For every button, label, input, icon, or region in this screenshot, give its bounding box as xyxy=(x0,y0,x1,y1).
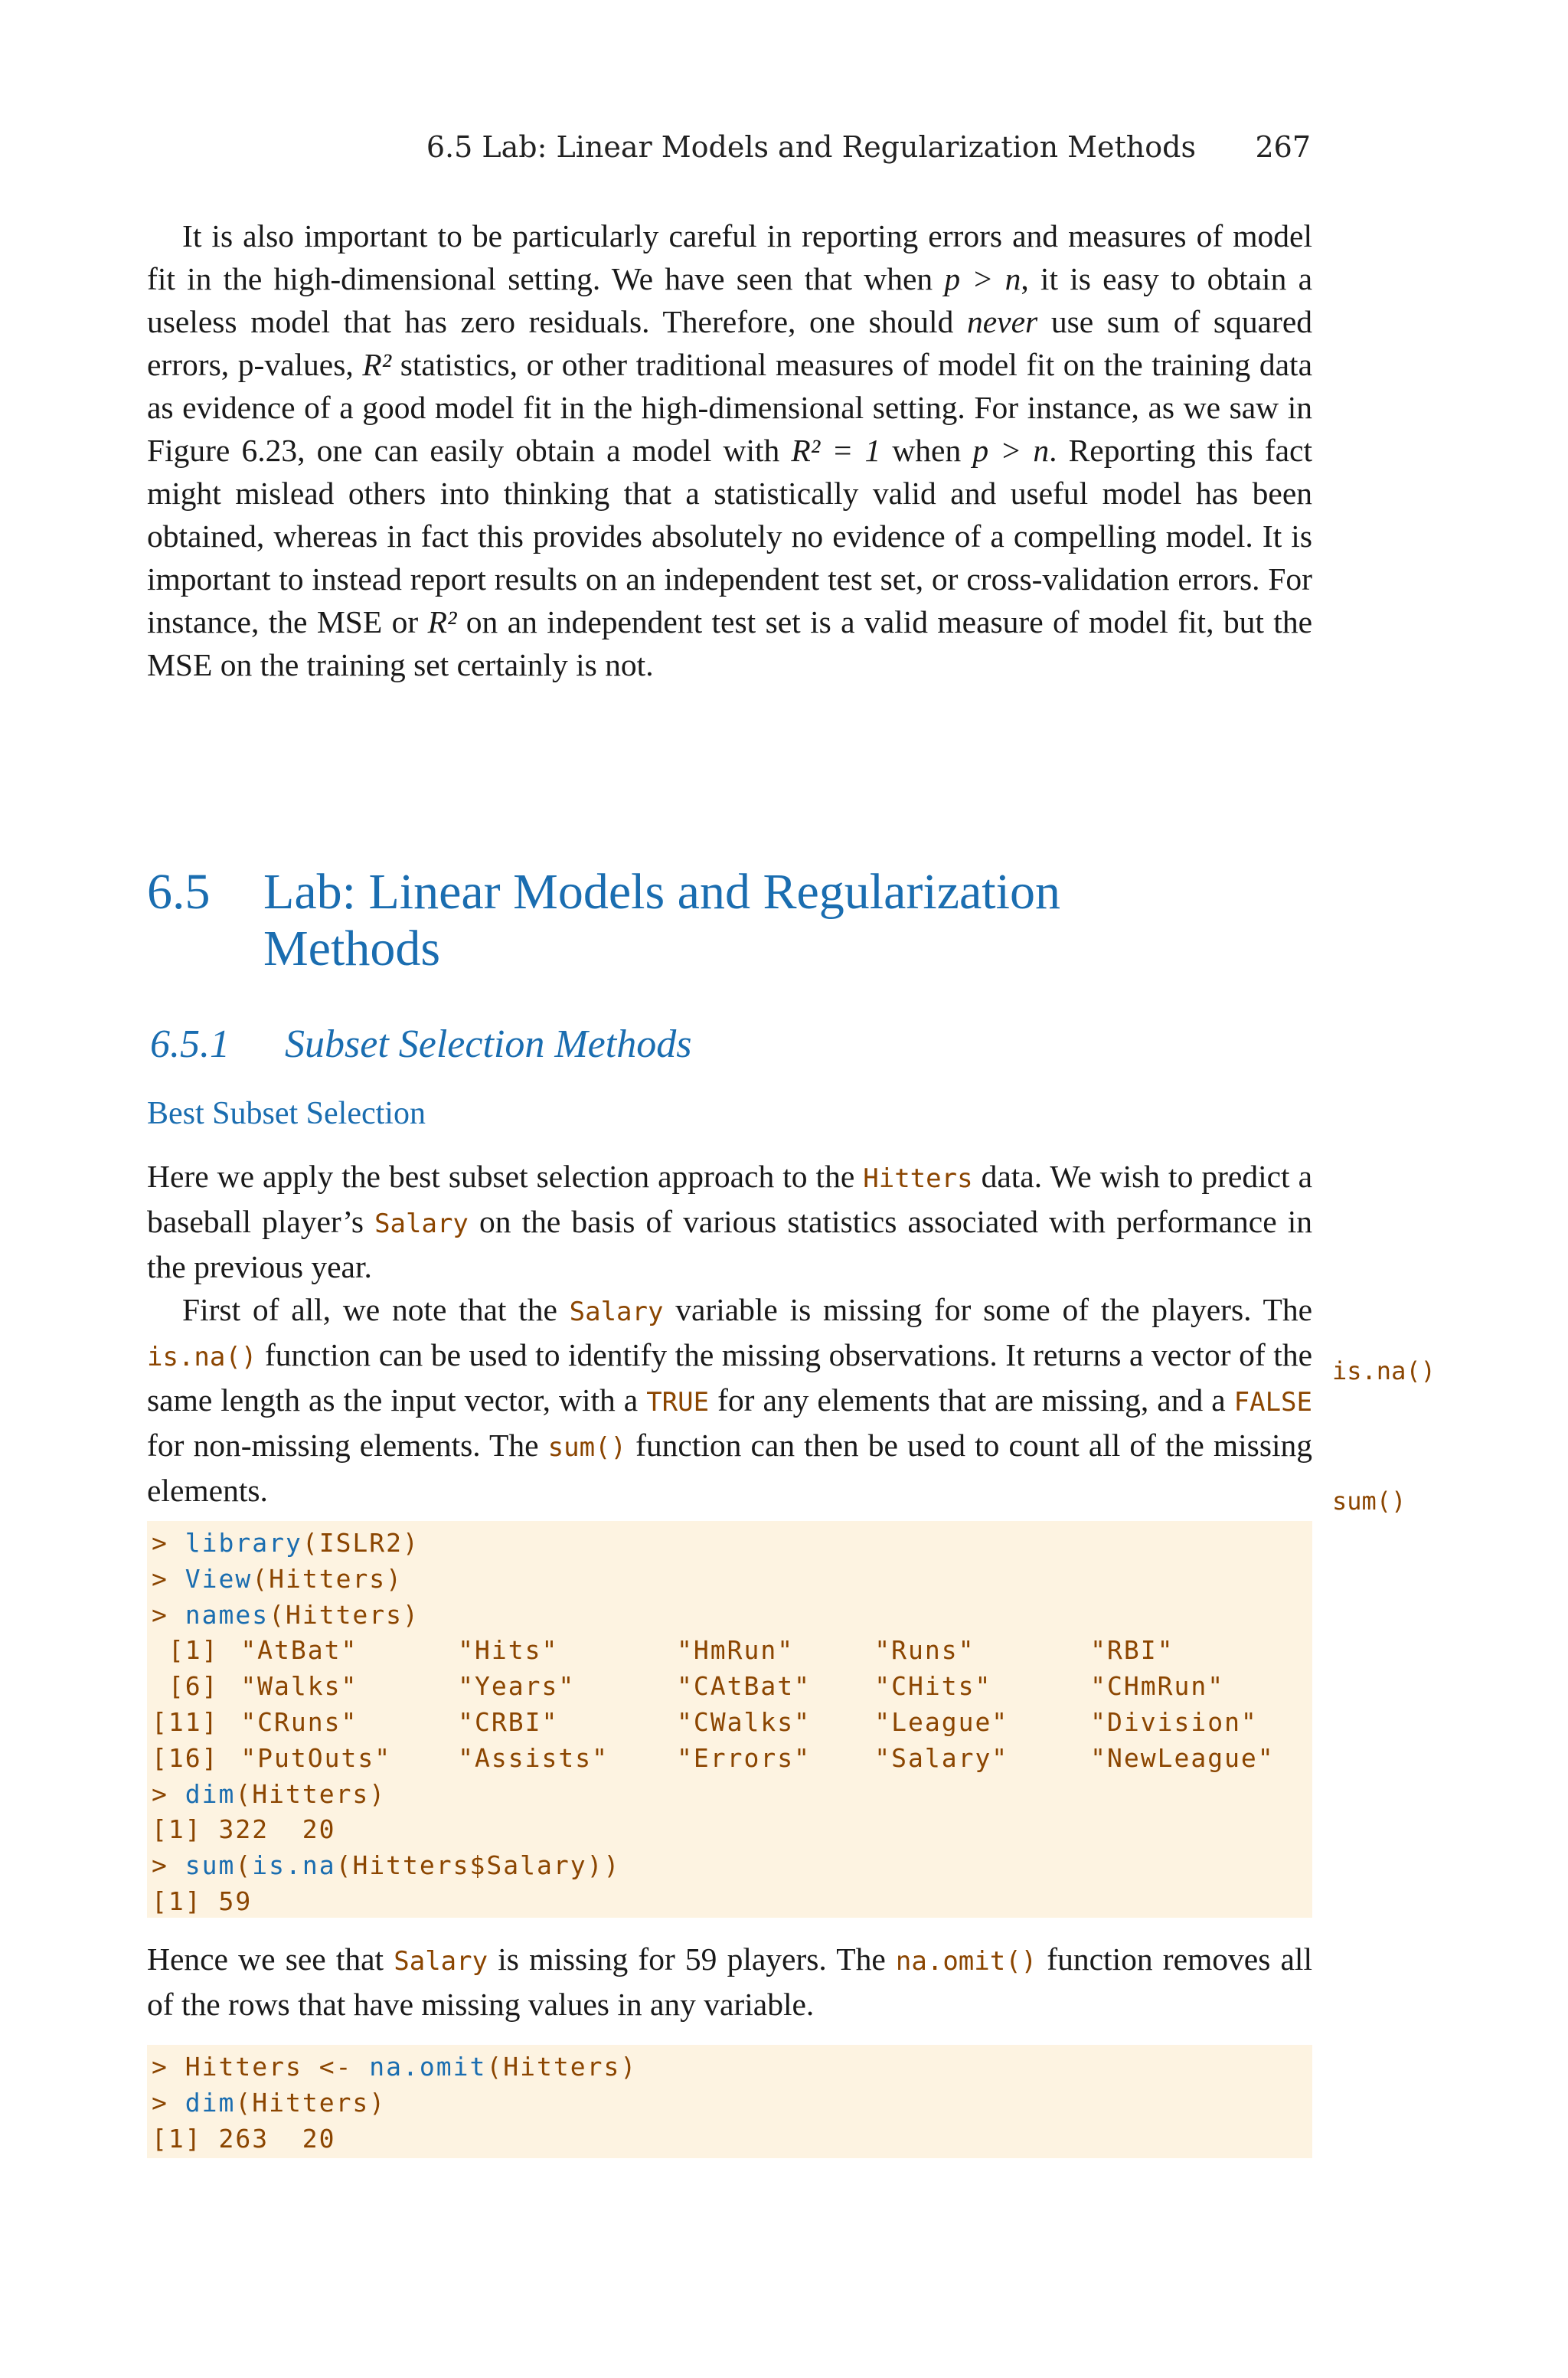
output-cell: "PutOuts" xyxy=(240,1742,392,1773)
function-name: is.na xyxy=(252,1850,336,1881)
code-args: (Hitters) xyxy=(235,2087,387,2118)
inline-code: is.na() xyxy=(147,1342,257,1372)
output-row xyxy=(152,1633,1308,1669)
code-line xyxy=(152,2085,1308,2121)
function-name: library xyxy=(185,1528,302,1558)
subsection-number: 6.5.1 xyxy=(150,1022,230,1066)
output-cell: "Errors" xyxy=(677,1742,811,1773)
text-run: when xyxy=(880,433,973,468)
output-index: [16] xyxy=(152,1742,219,1773)
prompt: > xyxy=(152,1563,185,1594)
text-run: for any elements that are missing, and a xyxy=(709,1382,1234,1418)
output-cell: "HmRun" xyxy=(677,1635,795,1666)
prompt: > xyxy=(152,1850,185,1881)
code-block-2 xyxy=(147,2045,1312,2158)
output-cell: "Hits" xyxy=(458,1635,559,1666)
output-row xyxy=(152,1741,1308,1777)
code-block-1 xyxy=(147,1521,1312,1918)
output-cell: "AtBat" xyxy=(240,1635,358,1666)
text-run: function can be used to identify the missing observations. It returns a vector of the same length as the input vector, with a xyxy=(147,1337,1312,1418)
code-args: (Hitters) xyxy=(269,1599,420,1630)
emphasis-never: never xyxy=(967,304,1038,339)
body-paragraph-3 xyxy=(147,1938,1312,2026)
output-cell: "Division" xyxy=(1090,1706,1258,1737)
output-index: [6] xyxy=(152,1671,219,1702)
output-cell: "Runs" xyxy=(874,1635,975,1666)
output-cell: "NewLeague" xyxy=(1090,1742,1275,1773)
paragraph-1 xyxy=(147,1155,1312,1288)
prompt: > xyxy=(152,2052,185,2082)
code-assign: Hitters <- xyxy=(185,2052,370,2082)
inline-code: Salary xyxy=(374,1209,469,1239)
prompt: > xyxy=(152,1599,185,1630)
inline-code: FALSE xyxy=(1233,1387,1312,1418)
code-line xyxy=(152,1598,1308,1634)
running-header xyxy=(145,129,1311,165)
prompt: > xyxy=(152,1528,185,1558)
function-name: names xyxy=(185,1599,270,1630)
margin-note-sum: sum() xyxy=(1332,1487,1406,1516)
section-number: 6.5 xyxy=(147,864,211,920)
intro-paragraph-block xyxy=(147,214,1312,686)
paragraph-2 xyxy=(147,1288,1312,1512)
code-output: [1] 59 xyxy=(152,1886,253,1916)
output-cell: "CRBI" xyxy=(458,1706,559,1737)
function-name: sum xyxy=(185,1850,236,1881)
output-cell: "Salary" xyxy=(874,1742,1009,1773)
text-run: data. We wish to predict a baseball player’s xyxy=(147,1159,1312,1239)
output-cell: "Years" xyxy=(458,1671,576,1702)
output-cell: "CAtBat" xyxy=(677,1671,811,1702)
text-run: It is also important to be particularly careful in reporting errors and measures of model fit in the high-dimensional setting. We have seen that when xyxy=(147,218,1312,296)
running-title: 6.5 Lab: Linear Models and Regularization Methods xyxy=(426,130,1196,164)
text-run: is missing for 59 players. The xyxy=(488,1941,896,1977)
subsection-title: Subset Selection Methods xyxy=(285,1022,692,1066)
code-line xyxy=(152,1562,1308,1598)
math-inline: p > n xyxy=(944,261,1021,296)
inline-code: Hitters xyxy=(863,1163,973,1194)
code-line xyxy=(152,1848,1308,1884)
function-name: na.omit xyxy=(369,2052,487,2082)
code-args: (Hitters$Salary)) xyxy=(335,1850,621,1881)
prompt: > xyxy=(152,2087,185,2118)
code-args: (ISLR2) xyxy=(302,1528,420,1558)
code-punct: ( xyxy=(235,1850,253,1881)
code-output: [1] 322 20 xyxy=(152,1814,336,1845)
code-args: (Hitters) xyxy=(252,1563,403,1594)
inline-code: Salary xyxy=(394,1946,488,1977)
code-line xyxy=(152,1777,1308,1813)
inline-code: Salary xyxy=(569,1297,664,1327)
text-run: Hence we see that xyxy=(147,1941,394,1977)
math-inline: p > n xyxy=(972,433,1050,468)
output-cell: "CWalks" xyxy=(677,1706,811,1737)
text-run: on the basis of various statistics associated with performance in the previous year. xyxy=(147,1204,1312,1284)
output-index: [11] xyxy=(152,1706,219,1737)
inline-code: na.omit() xyxy=(895,1946,1037,1977)
code-output: [1] 263 20 xyxy=(152,2123,336,2154)
code-line xyxy=(152,1526,1308,1562)
math-inline: R² xyxy=(427,604,457,639)
function-name: dim xyxy=(185,1778,236,1809)
text-run: , it is easy to obtain a useless model that has zero residuals. Therefore, one should xyxy=(147,261,1312,339)
text-run: First of all, we note that the xyxy=(182,1292,570,1327)
page-number: 267 xyxy=(1255,130,1311,164)
text-run: . Reporting this fact might mislead others into thinking that a statistically valid and useful model has been obtained, whereas in fact this provides absolutely no evidence of a compelling model. It is important to instead report results on an independent test set, or cross-validation errors. For instance, the MSE or xyxy=(147,433,1312,639)
text-run: for non-missing elements. The xyxy=(147,1428,548,1463)
text-run: function removes all of the rows that have missing values in any variable. xyxy=(147,1941,1312,2022)
output-cell: "RBI" xyxy=(1090,1635,1174,1666)
text-run: variable is missing for some of the players. The xyxy=(663,1292,1312,1327)
intro-paragraph xyxy=(147,214,1312,686)
output-cell: "CRuns" xyxy=(240,1706,358,1737)
code-args: (Hitters) xyxy=(235,1778,387,1809)
output-index: [1] xyxy=(152,1635,219,1666)
inline-code: sum() xyxy=(547,1432,626,1463)
output-row xyxy=(152,1705,1308,1741)
inline-code: TRUE xyxy=(646,1387,710,1418)
margin-note-isna: is.na() xyxy=(1332,1356,1436,1385)
paragraph-3 xyxy=(147,1938,1312,2026)
text-run: Here we apply the best subset selection approach to the xyxy=(147,1159,864,1194)
output-row xyxy=(152,1669,1308,1705)
function-name: View xyxy=(185,1563,253,1594)
output-cell: "Walks" xyxy=(240,1671,358,1702)
math-inline: R² xyxy=(362,347,392,382)
output-cell: "Assists" xyxy=(458,1742,609,1773)
output-cell: "CHits" xyxy=(874,1671,992,1702)
paragraph-heading: Best Subset Selection xyxy=(147,1096,426,1131)
prompt: > xyxy=(152,1778,185,1809)
text-run: use sum of squared errors, p-values, xyxy=(147,304,1312,382)
code-line xyxy=(152,2049,1308,2085)
output-cell: "CHmRun" xyxy=(1090,1671,1225,1702)
output-cell: "League" xyxy=(874,1706,1009,1737)
text-run: function can then be used to count all of the missing elements. xyxy=(147,1428,1313,1508)
body-paragraphs xyxy=(147,1155,1312,1512)
code-args: (Hitters) xyxy=(486,2052,638,2082)
section-title: Lab: Linear Models and Regularization Methods xyxy=(263,864,1060,976)
text-run: statistics, or other traditional measures of model fit on the training data as evidence of a good model fit in the high-dimensional setting. For instance, as we saw in Figure 6.23, one can easily obtain a model with xyxy=(147,347,1313,468)
function-name: dim xyxy=(185,2087,236,2118)
text-run: on an independent test set is a valid measure of model fit, but the MSE on the training set certainly is not. xyxy=(147,604,1312,682)
math-inline: R² = 1 xyxy=(791,433,881,468)
